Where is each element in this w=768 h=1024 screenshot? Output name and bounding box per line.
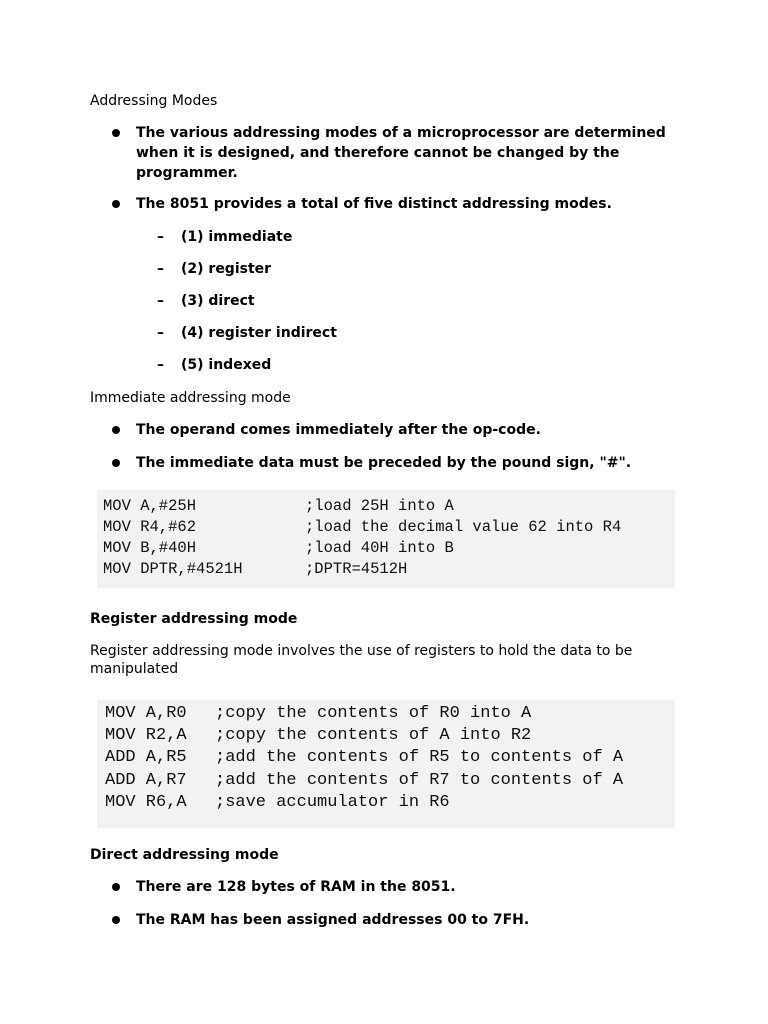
mode-text: (3) direct <box>181 293 255 309</box>
code-instruction: MOV R6,A <box>105 793 187 812</box>
dash-marker: – <box>157 357 164 373</box>
list-item <box>112 123 672 183</box>
mode-text: (2) register <box>181 261 272 277</box>
code-instruction: ADD A,R7 <box>105 771 187 790</box>
heading-direct-mode: Direct addressing mode <box>90 847 279 863</box>
code-comment: ;add the contents of R7 to contents of A <box>215 771 624 790</box>
code-instruction: MOV R4,#62 <box>103 518 197 536</box>
register-description: Register addressing mode involves the use of registers to hold the data to be manipulated <box>90 643 633 677</box>
dash-marker: – <box>157 325 164 341</box>
code-instruction: MOV B,#40H <box>103 539 197 557</box>
bullet-text: The 8051 provides a total of five distinct addressing modes. <box>136 196 612 212</box>
code-comment: ;copy the contents of A into R2 <box>215 726 532 745</box>
bullet-icon <box>112 459 120 467</box>
dash-marker: – <box>157 261 164 277</box>
code-comment: ;DPTR=4512H <box>305 560 408 578</box>
heading-immediate-mode: Immediate addressing mode <box>90 390 291 406</box>
code-image-immediate <box>97 490 675 588</box>
code-instruction: MOV R2,A <box>105 726 187 745</box>
code-comment: ;load 40H into B <box>305 539 454 557</box>
heading-register-mode: Register addressing mode <box>90 611 298 627</box>
code-instruction: MOV DPTR,#4521H <box>103 560 243 578</box>
bullet-icon <box>112 200 120 208</box>
list-item <box>157 227 292 247</box>
list-item <box>112 910 672 930</box>
bullet-icon <box>112 916 120 924</box>
code-comment: ;save accumulator in R6 <box>215 793 450 812</box>
list-item <box>157 355 271 375</box>
bullet-text: The various addressing modes of a microprocessor are determined when it is designed, and therefore cannot be changed by the programmer. <box>136 125 666 181</box>
list-item <box>112 194 672 214</box>
bullet-text: The operand comes immediately after the op-code. <box>136 422 541 438</box>
code-comment: ;copy the contents of R0 into A <box>215 704 532 723</box>
code-instruction: MOV A,R0 <box>105 704 187 723</box>
dash-marker: – <box>157 293 164 309</box>
bullet-text: There are 128 bytes of RAM in the 8051. <box>136 879 456 895</box>
bullet-text: The immediate data must be preceded by the pound sign, "#". <box>136 455 632 471</box>
code-comment: ;add the contents of R5 to contents of A <box>215 748 624 767</box>
code-comment: ;load 25H into A <box>305 497 454 515</box>
mode-text: (5) indexed <box>181 357 272 373</box>
bullet-icon <box>112 883 120 891</box>
code-comment: ;load the decimal value 62 into R4 <box>305 518 622 536</box>
code-image-register <box>97 700 675 828</box>
list-item <box>157 291 255 311</box>
heading-addressing-modes: Addressing Modes <box>90 93 218 109</box>
list-item <box>112 420 672 440</box>
bullet-icon <box>112 129 120 137</box>
list-item <box>112 877 672 897</box>
list-item <box>157 323 337 343</box>
list-item <box>157 259 271 279</box>
list-item <box>112 453 672 473</box>
bullet-text: The RAM has been assigned addresses 00 to 7FH. <box>136 912 530 928</box>
dash-marker: – <box>157 229 164 245</box>
mode-text: (1) immediate <box>181 229 293 245</box>
code-instruction: MOV A,#25H <box>103 497 197 515</box>
code-instruction: ADD A,R5 <box>105 748 187 767</box>
mode-text: (4) register indirect <box>181 325 337 341</box>
bullet-icon <box>112 426 120 434</box>
